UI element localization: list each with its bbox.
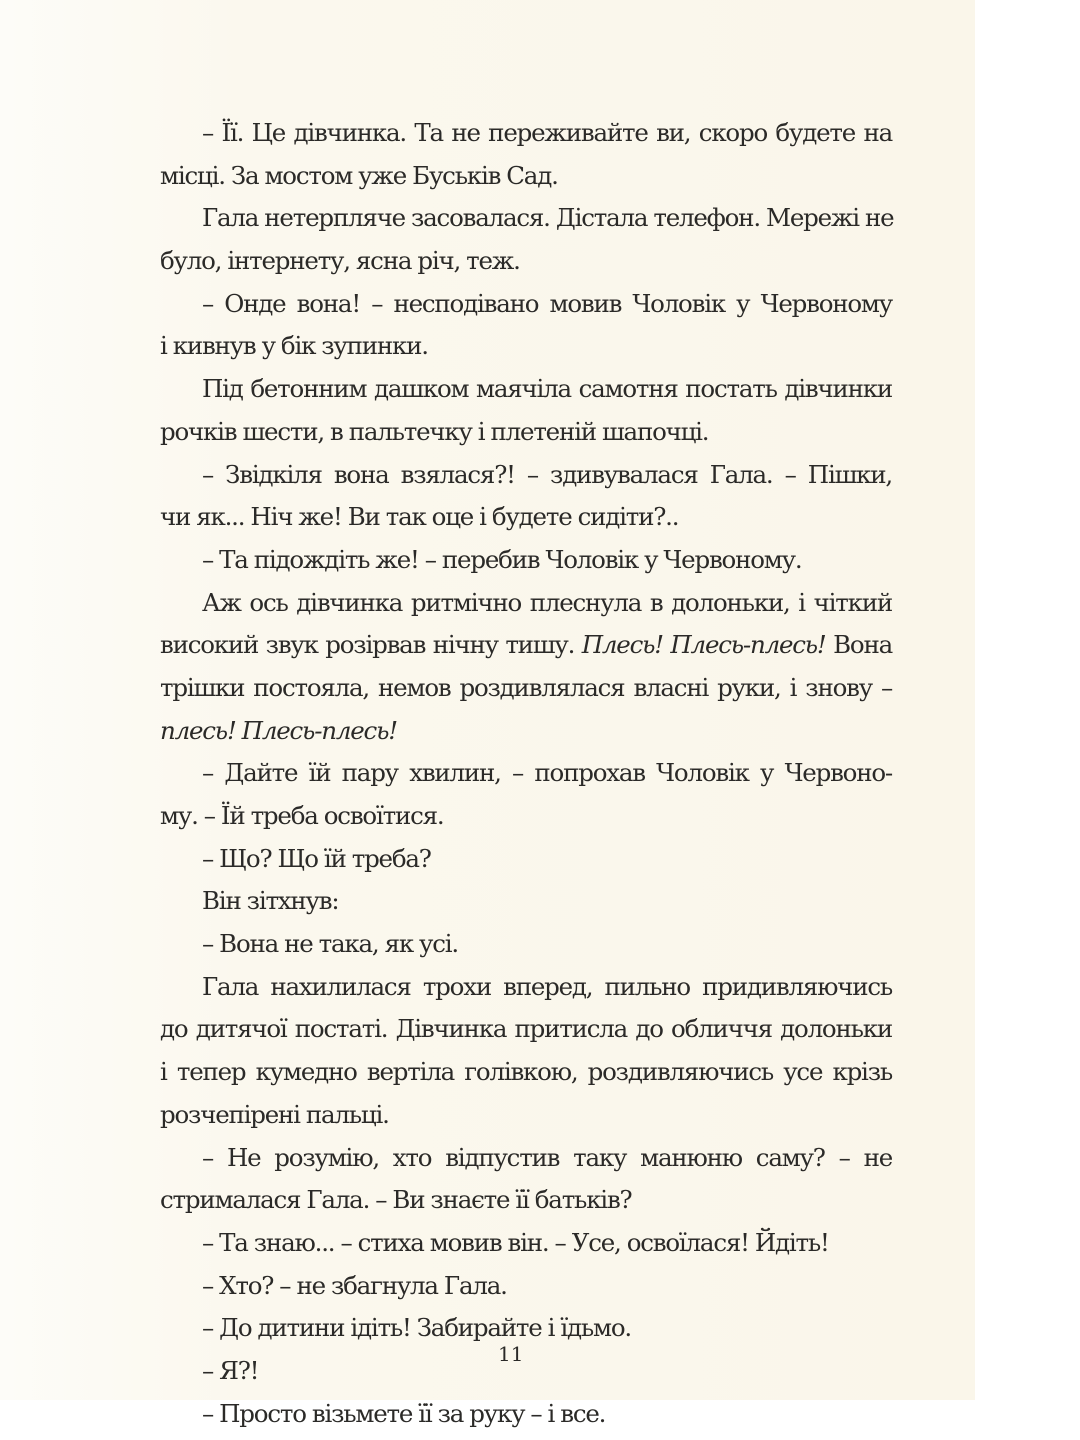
text-line: стрималася Гала. – Ви знаєте її батьків? xyxy=(160,1185,632,1215)
text-line: – Хто? – не збагнула Гала. xyxy=(202,1270,507,1300)
text-line: – Та підождіть же! – перебив Чоловік у Червоному. xyxy=(202,544,802,574)
text-line: – Її. Це дівчинка. Та не переживайте ви, скоро будете на xyxy=(202,118,892,147)
text-line: до дитячої постаті. Дівчинка притисла до обличчя долоньки xyxy=(160,1014,892,1044)
text-line: – До дитини ідіть! Забирайте і їдьмо. xyxy=(202,1313,632,1343)
text-line: – Звідкіля вона взялася?! – здивувалася Гала. – Пішки, xyxy=(202,459,892,489)
text-line: – Онде вона! – несподівано мовив Чоловік у Червоному xyxy=(202,288,892,318)
text-line: Аж ось дівчинка ритмічно плеснула в долоньки, і чіткий xyxy=(202,587,892,617)
text-line: – Дайте їй пару хвилин, – попрохав Чоловік у Червоно- xyxy=(202,758,892,788)
text-line: Гала нетерпляче засовалася. Дістала телефон. Мережі не xyxy=(202,203,894,233)
text-line: му. – Їй треба освоїтися. xyxy=(160,801,444,830)
italic-text: Плесь! Плесь-плесь! xyxy=(581,630,826,660)
text-line: і тепер кумедно вертіла голівкою, роздивляючись усе крізь xyxy=(160,1057,892,1087)
text-line xyxy=(160,710,892,753)
text-line: і кивнув у бік зупинки. xyxy=(160,331,428,361)
text-line xyxy=(160,624,892,667)
text-line: Він зітхнув: xyxy=(202,886,339,916)
text-segment: високий звук розірвав нічну тишу. xyxy=(160,630,582,660)
text-line: Під бетонним дашком маячіла самотня постать дівчинки xyxy=(202,374,892,404)
text-line: рочків шести, в пальтечку і плетеній шапочці. xyxy=(160,416,709,446)
text-line: – Та знаю... – стиха мовив він. – Усе, освоїлася! Йдіть! xyxy=(202,1227,829,1257)
text-line: – Я?! xyxy=(202,1355,259,1385)
text-line: місці. За мостом уже Буськів Сад. xyxy=(160,160,558,190)
text-line: чи як... Ніч же! Ви так оце і будете сидіти?.. xyxy=(160,502,679,532)
text-line: – Просто візьмете її за руку – і все. xyxy=(202,1398,606,1428)
text-line: було, інтернету, ясна річ, теж. xyxy=(160,246,520,276)
text-line: – Не розумію, хто відпустив таку манюню саму? – не xyxy=(202,1142,892,1172)
page-number: 11 xyxy=(498,1342,524,1366)
text-line: розчепірені пальці. xyxy=(160,1099,389,1129)
text-line: трішки постояла, немов роздивлялася власні руки, і знову – xyxy=(160,672,892,702)
text-line: – Вона не така, як усі. xyxy=(202,929,459,959)
text-segment: Вона xyxy=(825,630,892,660)
text-line: – Що? Що їй треба? xyxy=(202,843,431,873)
body-text xyxy=(160,112,892,1435)
text-line: Гала нахилилася трохи вперед, пильно придивляючись xyxy=(202,971,892,1001)
italic-text: плесь! Плесь-плесь! xyxy=(160,715,397,745)
